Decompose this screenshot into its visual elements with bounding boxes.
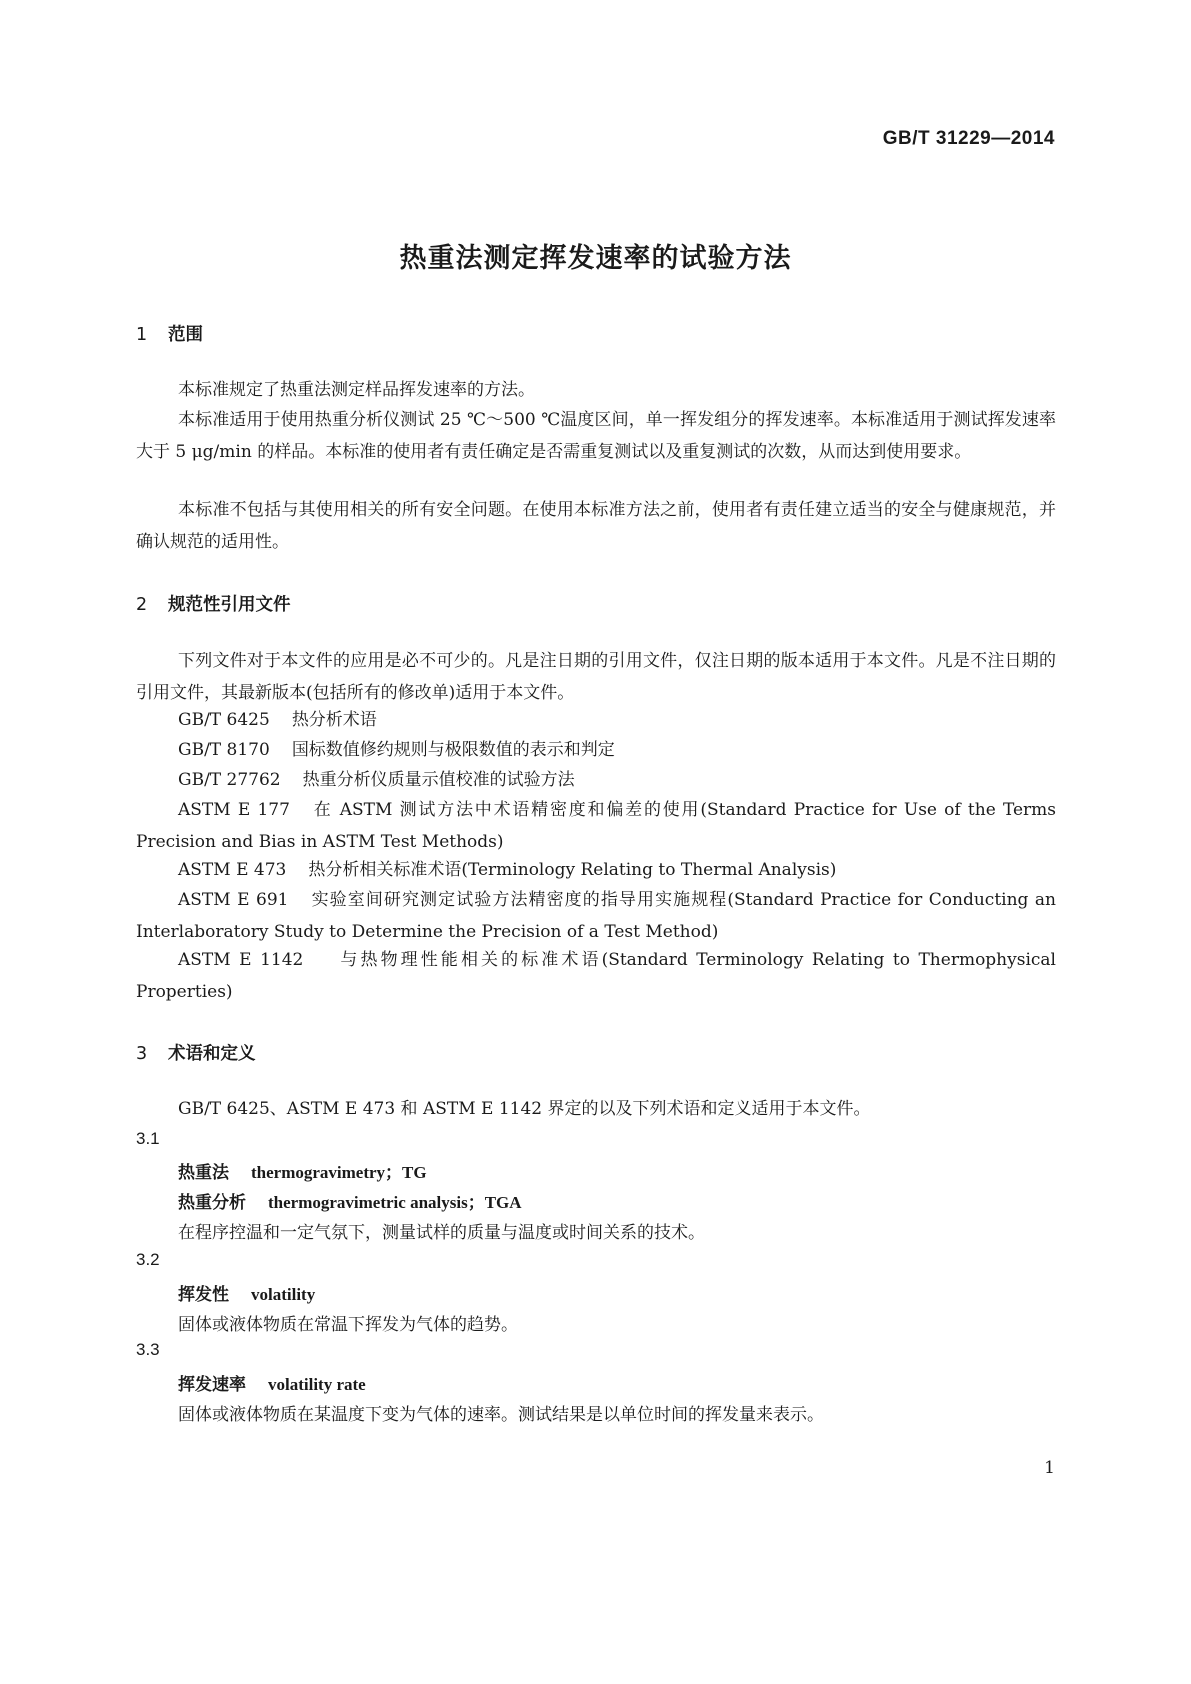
term-entry [178,1188,522,1213]
section-3-heading [136,1040,256,1065]
term-chinese: 挥发性 [178,1285,229,1305]
reference-code: ASTM E 473 [178,860,287,880]
section-title: 范围 [168,325,203,345]
term-entry [178,1370,366,1395]
subclause-number: 3.1 [136,1129,160,1148]
reference-title: 在 ASTM 测试方法中术语精密度和偏差的使用(Standard Practice for Use of the Terms Precision and Bias in ASTM Test Methods) [136,800,1056,852]
term-definition: 固体或液体物质在常温下挥发为气体的趋势。 [178,1315,518,1335]
reference-title: 实验室间研究测定试验方法精密度的指导用实施规程(Standard Practice for Conducting an Interlaboratory Study to Determine the Precision of a Test Method) [136,890,1056,942]
reference-code: GB/T 8170 [178,740,270,760]
term-definition: 固体或液体物质在某温度下变为气体的速率。测试结果是以单位时间的挥发量来表示。 [178,1405,824,1425]
subclause-number: 3.3 [136,1340,160,1359]
reference-item [178,764,1056,796]
reference-code: GB/T 27762 [178,770,281,790]
reference-item [136,794,1056,858]
reference-title: 热分析相关标准术语(Terminology Relating to Thermal Analysis) [308,860,837,880]
paragraph: 本标准规定了热重法测定样品挥发速率的方法。 [178,380,535,400]
section-2-heading [136,591,291,616]
term-english: volatility [251,1285,316,1304]
section-title: 规范性引用文件 [168,595,291,615]
reference-code: GB/T 6425 [178,710,270,730]
document-title: 热重法测定挥发速率的试验方法 [399,243,792,274]
document-code: GB/T 31229—2014 [882,128,1055,149]
term-definition: 在程序控温和一定气氛下，测量试样的质量与温度或时间关系的技术。 [178,1223,705,1243]
paragraph: 本标准不包括与其使用相关的所有安全问题。在使用本标准方法之前，使用者有责任建立适当的安全与健康规范，并确认规范的适用性。 [136,500,1056,552]
term-english: thermogravimetric analysis；TGA [268,1193,522,1212]
reference-item [178,854,1056,886]
reference-code: ASTM E 691 [178,890,289,910]
paragraph: GB/T 6425、ASTM E 473 和 ASTM E 1142 界定的以及下列术语和定义适用于本文件。 [178,1099,871,1119]
reference-item [136,944,1056,1008]
section-1-heading [136,321,203,346]
term-chinese: 挥发速率 [178,1375,246,1395]
paragraph: 本标准适用于使用热重分析仪测试 25 ℃～500 ℃温度区间，单一挥发组分的挥发速率。本标准适用于测试挥发速率大于 5 μg/min 的样品。本标准的使用者有责任确定是否需重复测试以及重复测试的次数，从而达到使用要求。 [136,410,1056,462]
reference-title: 国标数值修约规则与极限数值的表示和判定 [291,740,615,760]
section-title: 术语和定义 [168,1044,256,1064]
term-english: thermogravimetry；TG [251,1163,427,1182]
reference-item [136,884,1056,948]
reference-title: 与热物理性能相关的标准术语(Standard Terminology Relating to Thermophysical Properties) [136,950,1056,1002]
reference-code: ASTM E 1142 [178,950,304,970]
section-number: 2 [136,595,148,615]
page-number: 1 [1044,1458,1055,1478]
reference-code: ASTM E 177 [178,800,290,820]
reference-title: 热重分析仪质量示值校准的试验方法 [302,770,575,790]
term-entry [178,1158,427,1183]
reference-title: 热分析术语 [291,710,377,730]
reference-item [178,734,1056,766]
term-chinese: 热重分析 [178,1193,246,1213]
term-entry [178,1280,315,1305]
paragraph: 下列文件对于本文件的应用是必不可少的。凡是注日期的引用文件，仅注日期的版本适用于本文件。凡是不注日期的引用文件，其最新版本(包括所有的修改单)适用于本文件。 [136,651,1056,703]
subclause-number: 3.2 [136,1250,160,1269]
term-english: volatility rate [268,1375,366,1394]
reference-item [178,704,1056,736]
section-number: 3 [136,1044,148,1064]
section-number: 1 [136,325,148,345]
term-chinese: 热重法 [178,1163,229,1183]
